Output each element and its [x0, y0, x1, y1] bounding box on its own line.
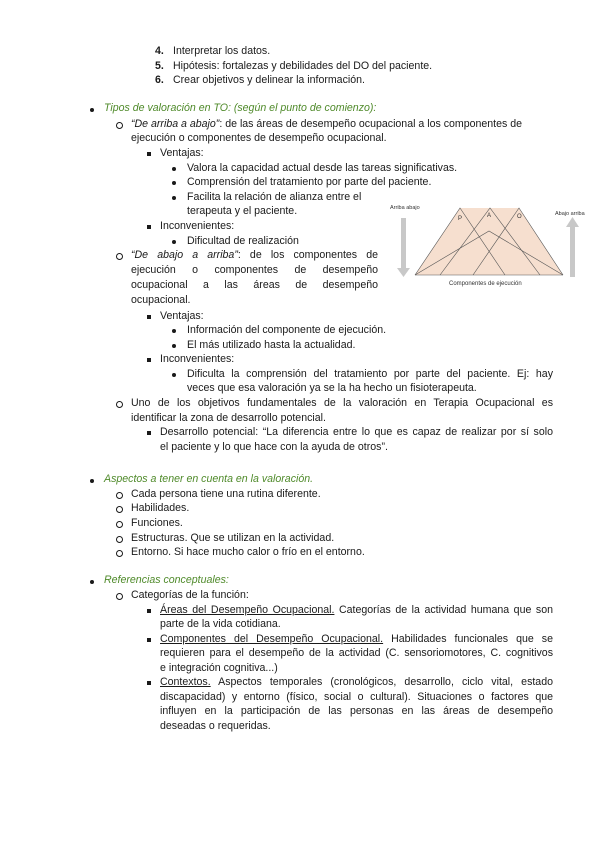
objetivo-line1: Uno de los objetivos fundamentales de la valoración en Terapia Ocupacional es — [131, 397, 553, 409]
abajo-line3: ocupacional a las áreas de desempeño — [131, 279, 378, 291]
list-item: Comprensión del tratamiento por parte del paciente. — [187, 176, 432, 188]
list-item: Estructuras. Que se utilizan en la actividad. — [131, 532, 335, 544]
componentes-line3: e integración cognitiva...) — [160, 662, 278, 674]
peak-label: P — [458, 216, 463, 222]
abajo-line4: ocupacional. — [131, 294, 191, 306]
section-heading: Tipos de valoración en TO: (según el punto de comienzo): — [104, 102, 377, 114]
contextos-line1: Contextos. Aspectos temporales (cronológicos, desarrollo, ciclo vital, estado — [160, 676, 553, 688]
right-label: Abajo arriba — [555, 211, 585, 217]
inconv-label: Inconvenientes: — [160, 353, 235, 365]
circle-bullet-icon — [116, 253, 123, 260]
square-bullet-icon — [147, 681, 151, 685]
list-item: terapeuta y el paciente. — [187, 205, 298, 217]
peak-label: A — [487, 213, 492, 219]
list-item: Interpretar los datos. — [173, 45, 271, 57]
list-item: Funciones. — [131, 517, 183, 529]
left-label: Arriba abajo — [390, 205, 420, 211]
arriba-line1: “De arriba a abajo”: de las áreas de desempeño ocupacional a los componentes de — [131, 118, 523, 130]
circle-bullet-icon — [116, 401, 123, 408]
square-bullet-icon — [147, 431, 151, 435]
circle-bullet-icon — [116, 122, 123, 129]
list-item: Habilidades. — [131, 502, 190, 514]
section-heading: Aspectos a tener en cuenta en la valoración. — [104, 473, 314, 485]
bullet-icon — [172, 181, 176, 185]
desarrollo-line1: Desarrollo potencial: “La diferencia entre lo que es capaz de realizar por sí solo — [160, 426, 553, 438]
circle-bullet-icon — [116, 536, 123, 543]
square-bullet-icon — [147, 315, 151, 319]
abajo-line2: ejecución o componentes de desempeño — [131, 264, 378, 276]
bullet-icon — [172, 373, 176, 377]
square-bullet-icon — [147, 609, 151, 613]
list-number: 6. — [155, 74, 164, 86]
section-heading: Referencias conceptuales: — [104, 574, 229, 586]
square-bullet-icon — [147, 358, 151, 362]
bullet-icon — [172, 196, 176, 200]
list-item: Dificultad de realización — [187, 235, 299, 247]
right-arrow-head-icon — [566, 217, 579, 227]
bullet-icon — [90, 479, 94, 483]
circle-bullet-icon — [116, 521, 123, 528]
list-number: 5. — [155, 60, 164, 72]
areas-line1: Áreas del Desempeño Ocupacional. Categorías de la actividad humana que son — [160, 604, 553, 616]
bullet-icon — [172, 329, 176, 333]
bullet-icon — [172, 344, 176, 348]
componentes-line1: Componentes del Desempeño Ocupacional. Habilidades funcionales que se — [160, 633, 553, 645]
ventajas-label: Ventajas: — [160, 310, 204, 322]
valoracion-diagram — [385, 195, 585, 295]
circle-bullet-icon — [116, 593, 123, 600]
circle-bullet-icon — [116, 492, 123, 499]
categorias-label: Categorías de la función: — [131, 589, 249, 601]
bullet-icon — [172, 167, 176, 171]
list-item: Información del componente de ejecución. — [187, 324, 387, 336]
list-item: Valora la capacidad actual desde las tareas significativas. — [187, 162, 458, 174]
peak-label: O — [517, 214, 522, 220]
abajo-line1: “De abajo a arriba”: de los componentes de — [131, 249, 378, 261]
componentes-line2: requieren para el desempeño de la actividad (C. sensoriomotores, C. cognitivos — [160, 647, 553, 659]
list-item: El más utilizado hasta la actualidad. — [187, 339, 356, 351]
arriba-line2: ejecución o componentes de desempeño ocupacional. — [131, 132, 387, 144]
areas-line2: parte de la vida cotidiana. — [160, 618, 281, 630]
list-item: Entorno. Si hace mucho calor o frío en el entorno. — [131, 546, 365, 558]
desarrollo-line2: el paciente y lo que hace con la ayuda de otros”. — [160, 441, 388, 453]
left-arrow-shaft — [401, 218, 406, 268]
circle-bullet-icon — [116, 506, 123, 513]
left-arrow-head-icon — [397, 268, 410, 277]
list-item: Hipótesis: fortalezas y debilidades del DO del paciente. — [173, 60, 433, 72]
bullet-icon — [90, 580, 94, 584]
square-bullet-icon — [147, 638, 151, 642]
bottom-label: Componentes de ejecución — [449, 281, 522, 287]
list-item: Crear objetivos y delinear la información. — [173, 74, 365, 86]
ventajas-label: Ventajas: — [160, 147, 204, 159]
contextos-line2: discapacidad) y entorno (físico, social o cultural). Situaciones o factores que — [160, 691, 553, 703]
bullet-icon — [90, 108, 94, 112]
objetivo-line2: identificar la zona de desarrollo potencial. — [131, 412, 326, 424]
list-item: Dificulta la comprensión del tratamiento por parte del paciente. Ej: hay — [187, 368, 553, 380]
square-bullet-icon — [147, 225, 151, 229]
list-item: Cada persona tiene una rutina diferente. — [131, 488, 321, 500]
list-item: veces que esa valoración ya se la ha hecho un fisioterapeuta. — [187, 382, 477, 394]
contextos-line4: deseadas o requeridas. — [160, 720, 271, 732]
contextos-line3: influyen en la participación de las personas en las áreas de desempeño — [160, 705, 553, 717]
list-number: 4. — [155, 45, 164, 57]
circle-bullet-icon — [116, 550, 123, 557]
square-bullet-icon — [147, 152, 151, 156]
inconv-label: Inconvenientes: — [160, 220, 235, 232]
right-arrow-shaft — [570, 227, 575, 277]
bullet-icon — [172, 240, 176, 244]
list-item: Facilita la relación de alianza entre el — [187, 191, 362, 203]
